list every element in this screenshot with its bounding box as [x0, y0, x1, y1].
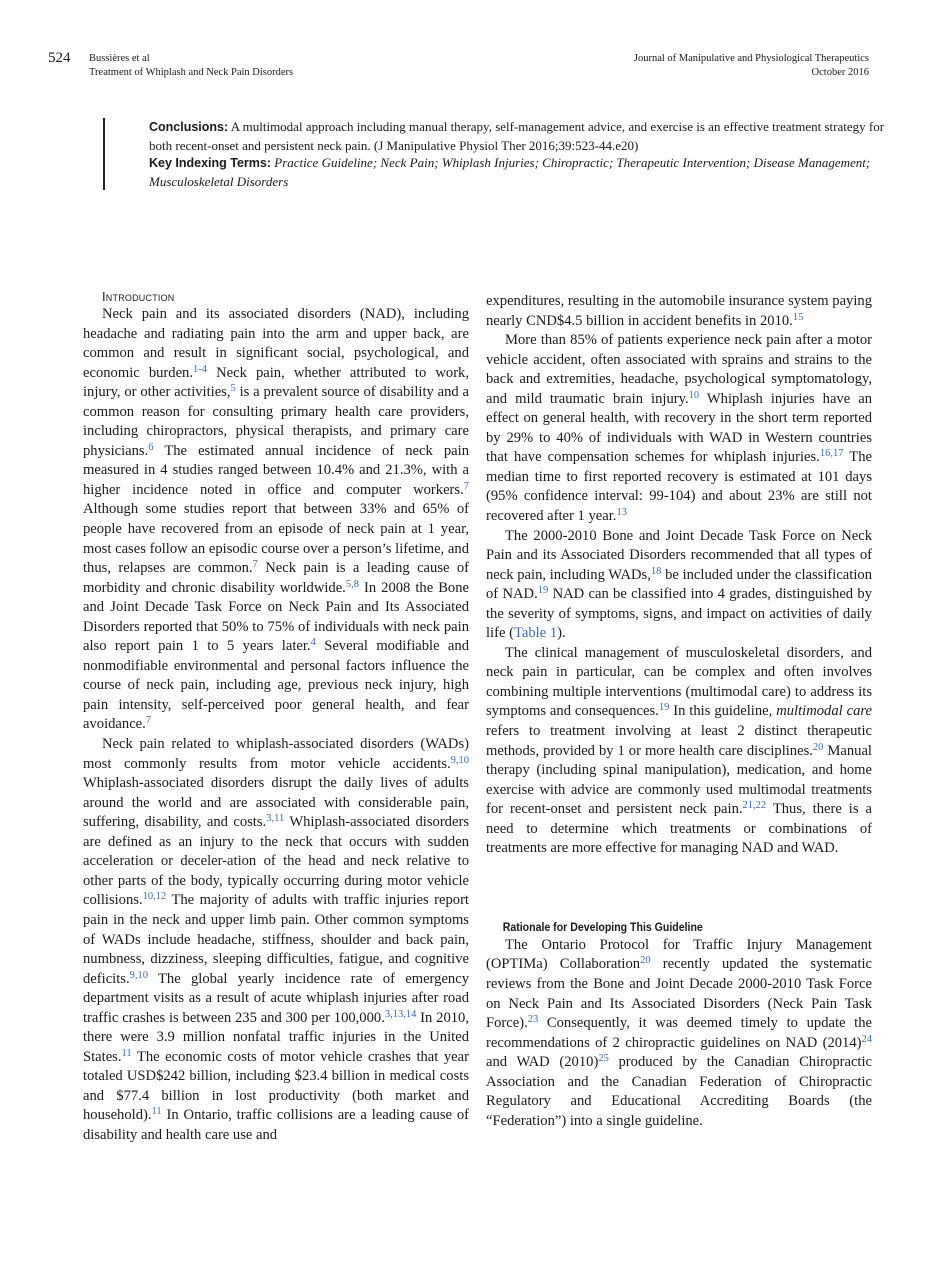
citation-link[interactable]: 20: [812, 741, 824, 753]
citation-link[interactable]: 7: [145, 715, 152, 727]
subsection-heading-rationale: Rationale for Developing This Guideline: [502, 919, 703, 934]
right-column: [486, 292, 872, 1131]
section-heading-introduction: Introduction: [102, 289, 175, 304]
citation-link[interactable]: 3,13,14: [384, 1008, 417, 1020]
citation-link[interactable]: 16,17: [819, 448, 844, 460]
citation-link[interactable]: 19: [658, 702, 670, 714]
citation-link[interactable]: 15: [792, 311, 804, 323]
running-header-right: [634, 52, 869, 79]
page-number: 524: [48, 50, 71, 66]
section-gap: [486, 859, 872, 918]
table-1-link[interactable]: Table 1: [513, 625, 558, 642]
citation-link[interactable]: 18: [650, 565, 662, 577]
term-multimodal-care: multimodal care: [776, 703, 872, 720]
citation-link[interactable]: 19: [537, 585, 549, 597]
keywords-text: Practice Guideline; Neck Pain; Whiplash Injuries; Chiropractic; Therapeutic Intervention; Disease Management; Musculoskeletal Disorders: [149, 155, 871, 189]
citation-link[interactable]: 1-4: [193, 363, 207, 375]
header-running-title: Treatment of Whiplash and Neck Pain Disorders: [89, 66, 294, 78]
citation-link[interactable]: 11: [121, 1047, 132, 1059]
keywords-label: Key Indexing Terms:: [149, 156, 272, 170]
abstract-keywords: [149, 154, 904, 190]
intro-paragraph-5: The clinical management of musculoskeletal disorders, and neck pain in particular, can be complex and often involves combining multiple interventions (multimodal care) to address its symptoms and consequences.$^{19}$ In this guideline, multimodal care refers to treatment involving at least 2 distinct therapeutic methods, provided by 1 or more health care disciplines.$^{20}$ Manual therapy (including spinal manipulation), medication, and home exercise with advice are commonly used multimodal treatments for recent-onset and persistent neck pain.$^{21,22}$ Thus, there is a need to determine which treatments or combinations of treatments are more effective for managing NAD and WAD.: [486, 644, 872, 857]
citation-link[interactable]: 5,8: [345, 578, 359, 590]
citation-link[interactable]: 7: [463, 480, 469, 492]
left-column: [83, 288, 469, 1146]
citation-link[interactable]: 3,11: [266, 813, 285, 825]
citation-link[interactable]: 5: [230, 383, 236, 395]
conclusions-label: Conclusions:: [149, 120, 229, 134]
header-date: October 2016: [811, 66, 869, 78]
citation-link[interactable]: 10,12: [142, 891, 167, 903]
abstract-conclusions: [149, 118, 904, 154]
citation-link[interactable]: 11: [151, 1106, 162, 1118]
citation-link[interactable]: 9,10: [129, 969, 148, 981]
citation-link[interactable]: 23: [527, 1014, 539, 1026]
intro-paragraph-4: The 2000-2010 Bone and Joint Decade Task Force on Neck Pain and its Associated Disorders recommended that all types of neck pain, including WADs,$^{18}$ be included under the classification of NAD.$^{19}$ NAD can be classified into 4 grades, distinguished by the severity of symptoms, signs, and impact on activities of daily life (Table 1).: [486, 527, 872, 642]
abstract-box: [103, 118, 904, 190]
citation-link[interactable]: 24: [861, 1033, 872, 1045]
citation-link[interactable]: 4: [310, 637, 316, 649]
citation-link[interactable]: 10: [688, 389, 700, 401]
citation-link[interactable]: 20: [640, 955, 651, 967]
header-authors: Bussières et al: [89, 53, 150, 64]
header-journal: Journal of Manipulative and Physiological Therapeutics: [633, 53, 869, 64]
intro-paragraph-2: Neck pain related to whiplash-associated disorders (WADs) most commonly results from motor vehicle accidents.$^{9,10}$ Whiplash-associated disorders disrupt the daily lives of adults around the world and are associated with considerable pain, suffering, disability, and costs.$^{3,11}$ Whiplash-associated disorders are defined as an injury to the neck that occurs with sudden acceleration or deceler-ation of the head and neck relative to other parts of the body, typically occurring during motor vehicle collisions.$^{10,12}$ The majority of adults with traffic injuries report pain in the neck and upper limb pain. Other common symptoms of WADs include headache, stiffness, shoulder and back pain, numbness, dizziness, sleeping difficulties, fatigue, and cognitive deficits.$^{9,10}$ The global yearly incidence rate of emergency department visits as a result of acute whiplash injuries after road traffic crashes is between 235 and 300 per 100,000.$^{3,13,14}$ In 2010, there were 3.9 million nonfatal traffic injuries in the United States.$^{11}$ The economic costs of motor vehicle crashes that year totaled USD$242 billion, including $23.4 billion in medical costs and $77.4 billion in lost productivity (both market and household).$^{11}$ In Ontario, traffic collisions are a leading cause of disability and health care use and: [83, 736, 470, 1143]
citation-link[interactable]: 7: [252, 559, 258, 571]
citation-link[interactable]: 21,22: [742, 800, 767, 812]
intro-paragraph-1: Neck pain and its associated disorders (NAD), including headache and radiating pain into the arm and upper back, are common and result in significant social, psychological, and economic burden.$^{1-4}$ Neck pain, whether attributed to work, injury, or other activities,$^5$ is a prevalent source of disability and a common reason for consulting primary health care providers, including chiropractors, physical therapists, and primary care physicians.$^6$ The estimated annual incidence of neck pain measured in 4 studies ranged between 10.4% and 21.3%, with a higher incidence noted in office and computer workers.$^7$ Although some studies report that between 33% and 65% of people have recovered from an episode of neck pain at 1 year, most cases follow an episodic course over a person’s lifetime, and thus, relapses are common.$^7$ Neck pain is a leading cause of morbidity and chronic disability worldwide.$^{5,8}$ In 2008 the Bone and Joint Decade Task Force on Neck Pain and Its Associated Disorders reported that 50% to 75% of individuals with neck pain also report pain 1 to 5 years later.$^4$ Several modifiable and nonmodifiable environmental and personal factors influence the course of neck pain, including age, previous neck injury, high pain intensity, self-perceived poor general health, and fear avoidance.$^7$: [83, 306, 470, 733]
citation-link[interactable]: 6: [148, 441, 154, 453]
rationale-paragraph-1: The Ontario Protocol for Traffic Injury Management (OPTIMa) Collaboration$^{20}$ recently updated the systematic reviews from the Bone and Joint Decade 2000-2010 Task Force on Neck Pain and Its Associated Disorders (Neck Pain Task Force).$^{23}$ Consequently, it was deemed timely to update the recommendations of 2 chiropractic guidelines on NAD (2014)$^{24}$ and WAD (2010)$^{25}$ produced by the Canadian Chiropractic Association and the Canadian Federation of Chiropractic Regulatory and Educational Accrediting Boards (the “Federation”) into a single guideline.: [486, 936, 873, 1129]
intro-paragraph-2-continued: expenditures, resulting in the automobile insurance system paying nearly CND$4.5 billion in accident benefits in 2010.15: [486, 293, 872, 329]
intro-paragraph-3: More than 85% of patients experience neck pain after a motor vehicle accident, often associated with sprains and strains to the back and extremities, headache, psychological symptomatology, and mild traumatic brain injury.$^{10}$ Whiplash injuries have an effect on general health, with recovery in the short term reported by 29% to 40% of individuals with WAD in Western countries that have compensation schemes for whiplash injuries.$^{16,17}$ The median time to first reported recovery is estimated at 101 days (95% confidence interval: 99-104) and about 23% are still not recovered after 1 year.$^{13}$: [486, 332, 872, 525]
conclusions-text: A multimodal approach including manual therapy, self-management advice, and exercise is an effective treatment strategy for both recent-onset and persistent neck pain. (J Manipulative Physiol Ther 2016;39:523-44.e20): [149, 119, 885, 153]
citation-link[interactable]: 9,10: [450, 754, 469, 766]
citation-link[interactable]: 25: [598, 1053, 609, 1065]
citation-link[interactable]: 13: [616, 507, 627, 519]
